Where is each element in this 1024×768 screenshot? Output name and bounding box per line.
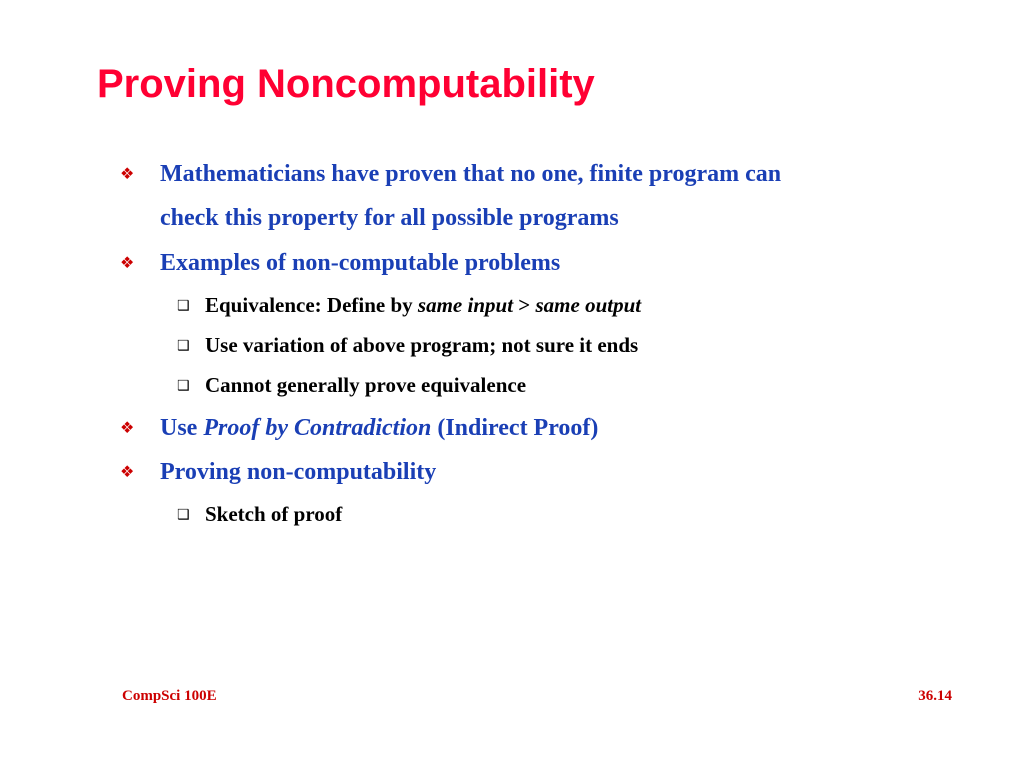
bullet-3 xyxy=(160,406,598,450)
sub-bullet-2-1 xyxy=(205,291,641,319)
four-diamond-bullet-icon: ❖ xyxy=(120,253,135,272)
hollow-square-bullet-icon: ❑ xyxy=(177,298,190,314)
sub-bullet-2-1-em-2: same output xyxy=(535,293,642,317)
bullet-3-suffix: (Indirect Proof) xyxy=(431,415,599,441)
bullet-3-prefix: Use xyxy=(160,415,204,441)
sub-bullet-2-2: Use variation of above program; not sure it ends xyxy=(205,333,639,357)
footer-slide-number: 36.14 xyxy=(918,688,952,704)
four-diamond-bullet-icon: ❖ xyxy=(120,164,135,183)
sub-bullet-4-1: Sketch of proof xyxy=(205,502,343,526)
bullet-2: Examples of non-computable problems xyxy=(160,250,561,276)
sub-bullet-2-1-prefix: Equivalence: Define by xyxy=(205,293,418,317)
four-diamond-bullet-icon: ❖ xyxy=(120,462,135,481)
sub-bullet-2-1-em-1: same input xyxy=(417,293,514,317)
footer-course: CompSci 100E xyxy=(122,688,217,704)
bullet-4: Proving non-computability xyxy=(160,459,437,485)
hollow-square-bullet-icon: ❑ xyxy=(177,378,190,394)
hollow-square-bullet-icon: ❑ xyxy=(177,507,190,523)
slide-title: Proving Noncomputability xyxy=(97,62,595,106)
bullet-1-line-2: check this property for all possible programs xyxy=(160,205,619,231)
hollow-square-bullet-icon: ❑ xyxy=(177,338,190,354)
four-diamond-bullet-icon: ❖ xyxy=(120,418,135,437)
bullet-3-em: Proof by Contradiction xyxy=(203,415,432,441)
sub-bullet-2-3: Cannot generally prove equivalence xyxy=(205,373,527,397)
bullet-1-line-1: Mathematicians have proven that no one, finite program can xyxy=(160,161,782,187)
sub-bullet-2-1-mid: > xyxy=(513,293,536,317)
